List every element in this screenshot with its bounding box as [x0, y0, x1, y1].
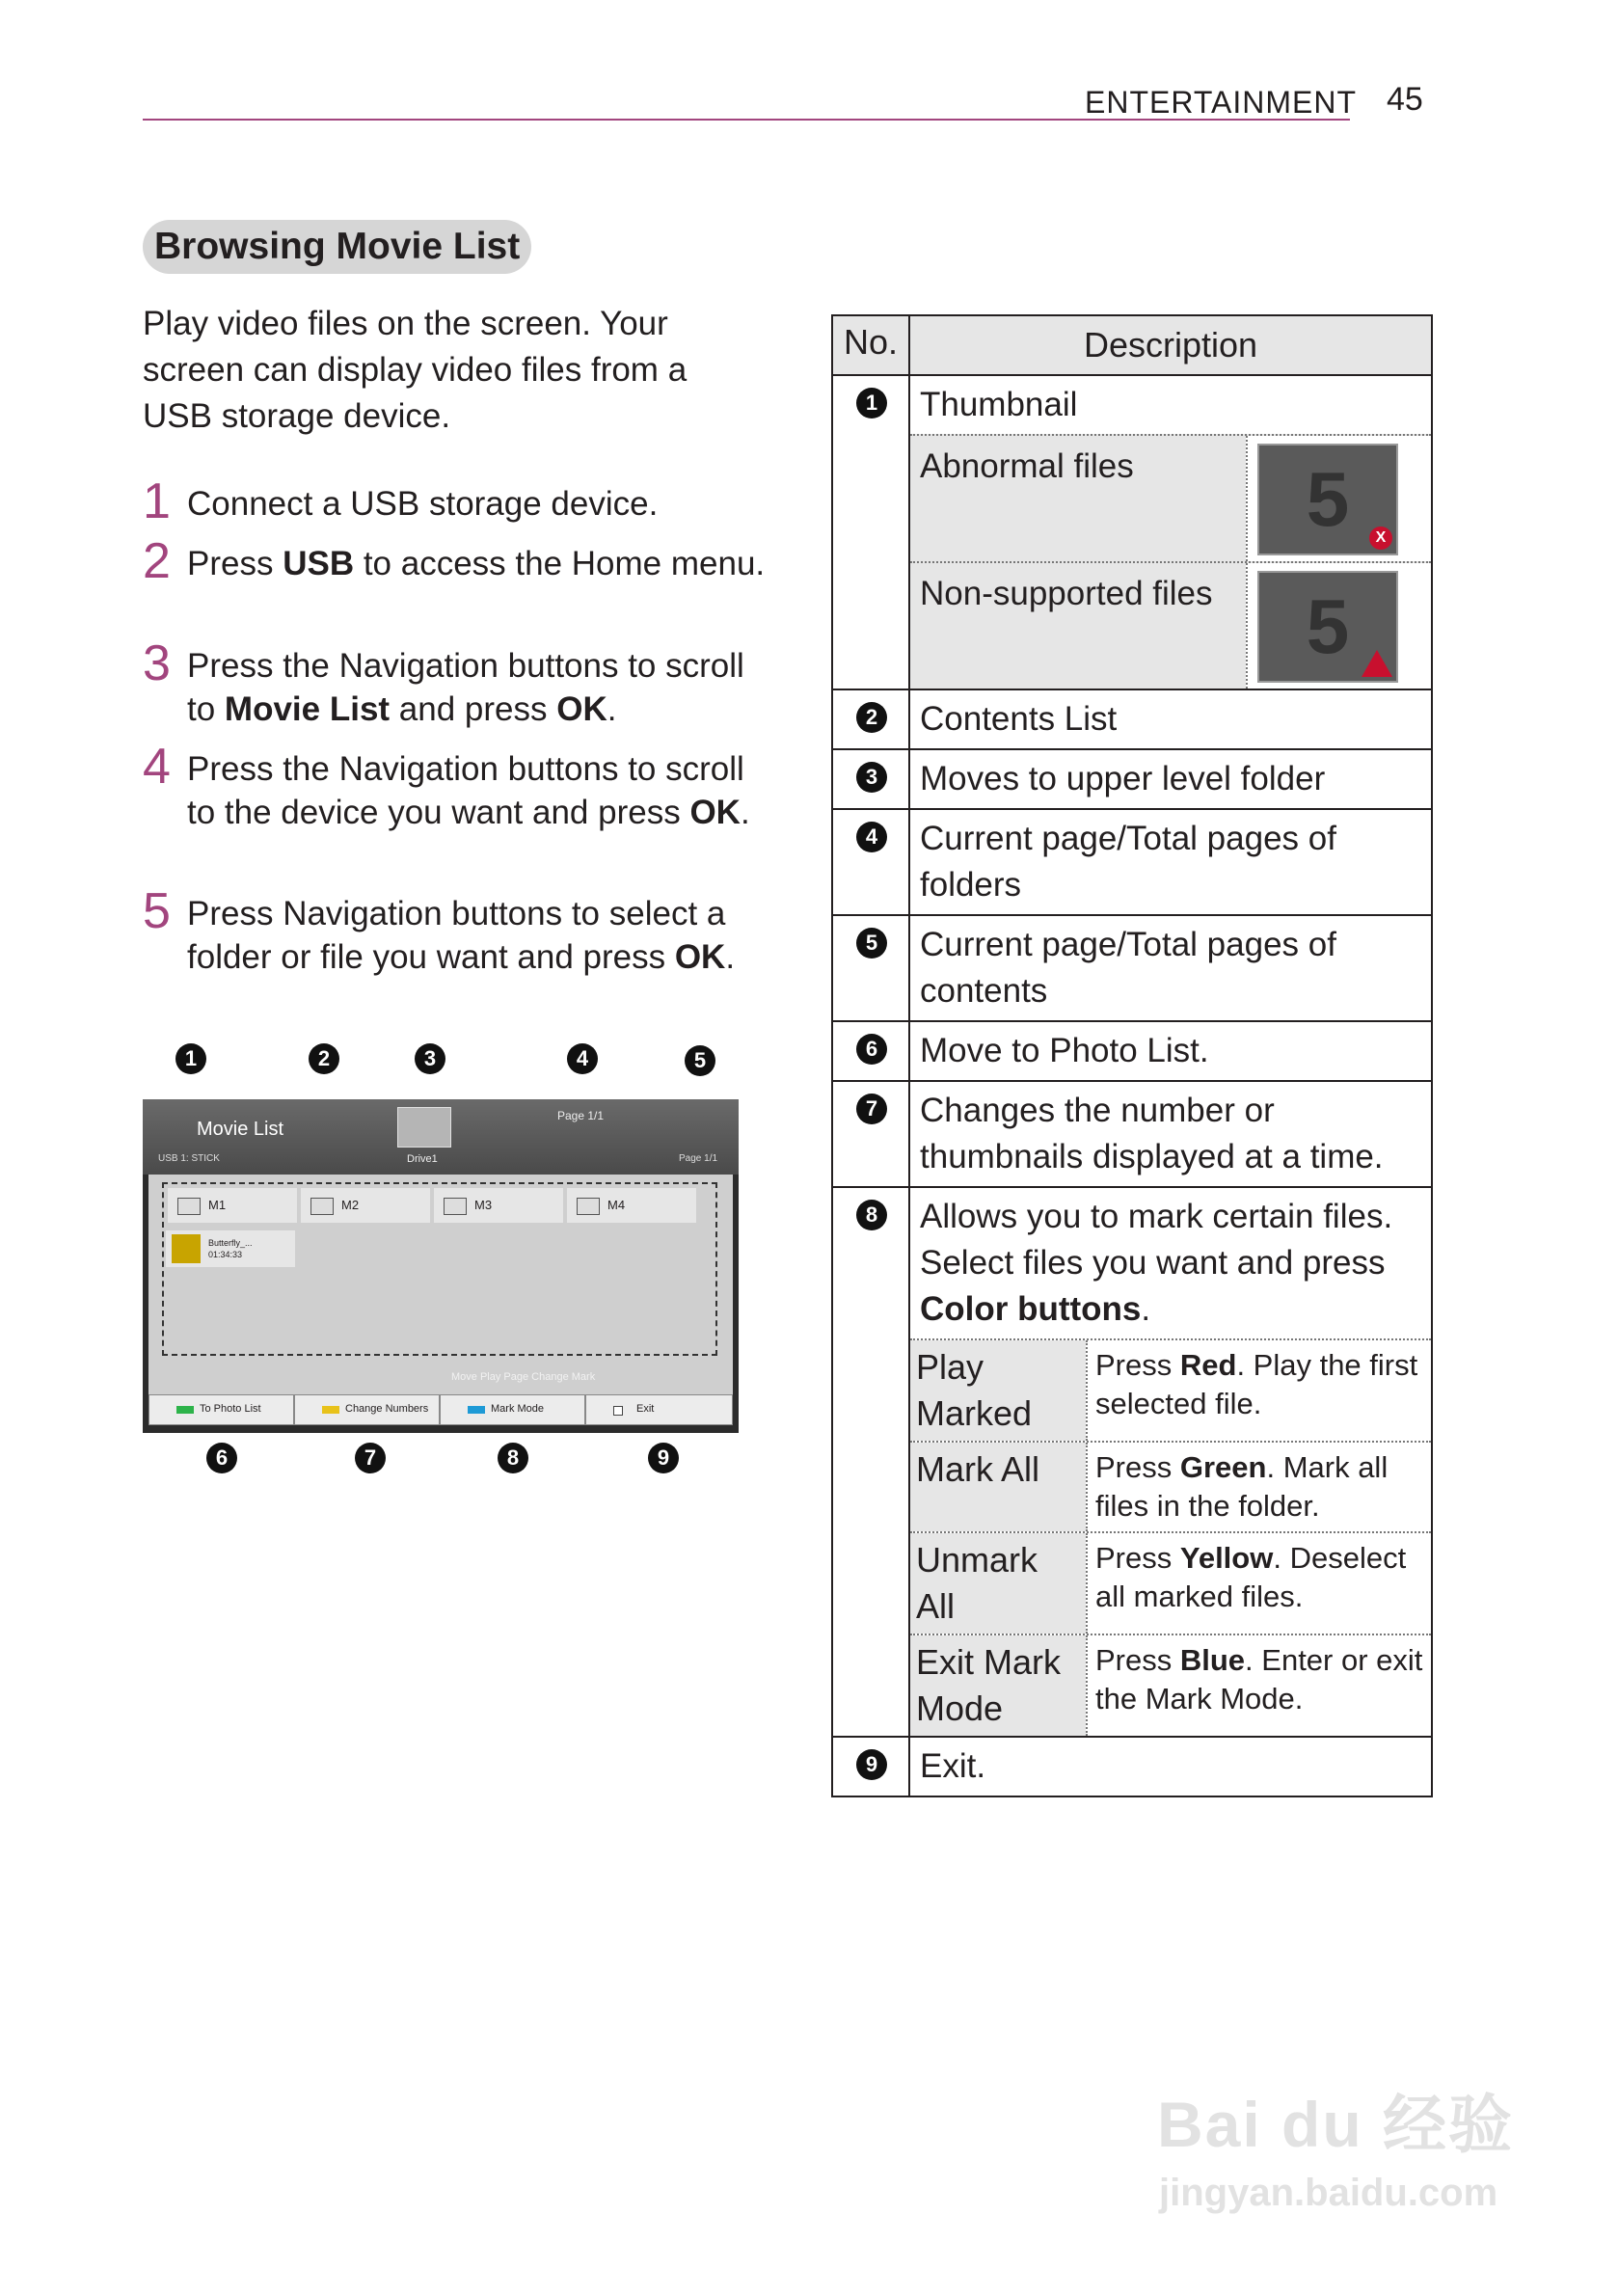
screen-title: Movie List — [197, 1119, 284, 1140]
mark-option-label: Play Marked — [910, 1340, 1086, 1441]
file-item[interactable] — [166, 1230, 295, 1267]
folder-item[interactable]: M1 — [168, 1188, 297, 1223]
step-number: 2 — [143, 533, 171, 589]
non-supported-thumbnail — [1246, 563, 1431, 689]
callout-8: 8 — [498, 1443, 528, 1473]
watermark-url: jingyan.baidu.com — [1159, 2172, 1498, 2214]
folder-item[interactable]: M3 — [434, 1188, 563, 1223]
intro-paragraph: Play video files on the screen. Your screen can display video files from a USB storage device. — [143, 305, 688, 435]
folder-item[interactable]: M2 — [301, 1188, 430, 1223]
row-description: Move to Photo List. — [920, 1032, 1209, 1069]
row-number — [833, 1188, 910, 1736]
step-number: 3 — [143, 635, 171, 691]
row-number — [833, 690, 910, 748]
mark-option-description: Press Red. Play the first selected file. — [1086, 1340, 1431, 1441]
movie-list-screen — [143, 1099, 739, 1433]
step-number: 5 — [143, 883, 171, 939]
step-text: Press the Navigation buttons to scroll to Movie List and press OK. — [187, 647, 744, 728]
file-duration: 01:34:33 — [208, 1250, 243, 1259]
screen-top-bar — [143, 1099, 739, 1175]
row-description: Contents List — [920, 700, 1118, 738]
section-title: Browsing Movie List — [143, 220, 531, 274]
film-icon: 5 — [1257, 571, 1398, 683]
exit-button[interactable]: Exit — [585, 1394, 733, 1425]
table-row — [833, 750, 1431, 810]
folder-icon — [577, 1198, 600, 1215]
sub-label: Non-supported files — [920, 575, 1213, 612]
header-description: Description — [910, 316, 1431, 374]
row-description: Thumbnail — [920, 386, 1078, 423]
mark-option-row — [910, 1531, 1431, 1634]
number-badge: 2 — [856, 702, 887, 733]
mark-option-description: Press Yellow. Deselect all marked files. — [1086, 1533, 1431, 1634]
callout-3: 3 — [415, 1043, 445, 1074]
button-bar — [148, 1394, 733, 1425]
number-badge: 3 — [856, 762, 887, 793]
mark-option-label: Unmark All — [910, 1533, 1086, 1634]
warning-icon — [1362, 650, 1392, 677]
number-badge: 4 — [856, 822, 887, 852]
callout-7: 7 — [355, 1443, 386, 1473]
mark-option-row — [910, 1634, 1431, 1736]
row-description: Current page/Total pages of folders — [920, 820, 1336, 904]
number-badge: 8 — [856, 1200, 887, 1230]
table-row — [833, 916, 1431, 1022]
header-rule — [143, 119, 1350, 121]
row-description: Moves to upper level folder — [920, 760, 1326, 797]
mark-option-row — [910, 1441, 1431, 1531]
callout-1: 1 — [175, 1043, 206, 1074]
row-description: Exit. — [920, 1747, 986, 1785]
mark-option-row — [910, 1338, 1431, 1441]
number-badge: 1 — [856, 388, 887, 419]
step-text: Press the Navigation buttons to scroll to the device you want and press OK. — [187, 750, 750, 831]
mark-mode-button[interactable]: Mark Mode — [440, 1394, 585, 1425]
callout-9: 9 — [648, 1443, 679, 1473]
mark-option-description: Press Green. Mark all files in the folder. — [1086, 1443, 1431, 1531]
section-header: ENTERTAINMENT — [1085, 85, 1358, 120]
row-number — [833, 810, 910, 914]
folder-item[interactable]: M4 — [567, 1188, 696, 1223]
table-header — [833, 316, 1431, 376]
description-table — [831, 314, 1433, 1797]
abnormal-thumbnail — [1246, 436, 1431, 561]
to-photo-list-button[interactable]: To Photo List — [148, 1394, 294, 1425]
callout-5: 5 — [685, 1045, 715, 1076]
table-row — [833, 1082, 1431, 1188]
exit-key-icon — [613, 1406, 623, 1416]
sub-label: Abnormal files — [920, 447, 1134, 485]
mark-option-label: Mark All — [910, 1443, 1086, 1531]
number-badge: 9 — [856, 1749, 887, 1780]
number-badge: 6 — [856, 1034, 887, 1065]
content-page-indicator: Page 1/1 — [679, 1153, 718, 1164]
table-row — [833, 1738, 1431, 1797]
folder-page-indicator: Page 1/1 — [557, 1109, 605, 1122]
row-number — [833, 1082, 910, 1186]
step-text: Press USB to access the Home menu. — [187, 545, 766, 582]
step-number: 4 — [143, 739, 171, 795]
number-badge: 5 — [856, 928, 887, 959]
mark-option-description: Press Blue. Enter or exit the Mark Mode. — [1086, 1635, 1431, 1736]
blue-key-icon — [468, 1406, 485, 1414]
folder-icon — [177, 1198, 201, 1215]
mark-option-label: Exit Mark Mode — [910, 1635, 1086, 1736]
table-row — [833, 376, 1431, 690]
callout-4: 4 — [567, 1043, 598, 1074]
folder-up-icon[interactable] — [397, 1107, 451, 1148]
row-number — [833, 1022, 910, 1080]
callout-6: 6 — [206, 1443, 237, 1473]
help-bar: Move Play Page Change Mark — [451, 1371, 596, 1383]
table-row — [833, 1188, 1431, 1738]
folder-icon — [444, 1198, 467, 1215]
step-text: Press Navigation buttons to select a folder or file you want and press OK. — [187, 895, 736, 976]
row-description: Allows you to mark certain files. Select files you want and press Color buttons. — [920, 1198, 1393, 1328]
row-description: Changes the number or thumbnails displayed at a time. — [920, 1092, 1384, 1175]
non-supported-files-row — [910, 561, 1431, 689]
row-number — [833, 750, 910, 808]
page-number: 45 — [1387, 81, 1423, 118]
film-icon: 5 X — [1257, 444, 1398, 555]
step-text: Connect a USB storage device. — [187, 485, 659, 523]
table-row — [833, 1022, 1431, 1082]
file-name: Butterfly_... — [208, 1238, 253, 1248]
error-icon: X — [1369, 527, 1392, 550]
number-badge: 7 — [856, 1094, 887, 1124]
row-description: Current page/Total pages of contents — [920, 926, 1336, 1010]
watermark-logo: Bai du 经验 — [1157, 2089, 1515, 2160]
row-number — [833, 1738, 910, 1796]
change-numbers-button[interactable]: Change Numbers — [294, 1394, 440, 1425]
usb-label: USB 1: STICK — [158, 1153, 220, 1164]
drive-label: Drive1 — [407, 1153, 438, 1165]
row-number — [833, 916, 910, 1020]
thumbnail — [172, 1234, 201, 1263]
header-no: No. — [833, 316, 910, 374]
step-number: 1 — [143, 473, 171, 529]
abnormal-files-row — [910, 434, 1431, 561]
callout-2: 2 — [309, 1043, 339, 1074]
folder-icon — [310, 1198, 334, 1215]
yellow-key-icon — [322, 1406, 339, 1414]
table-row — [833, 810, 1431, 916]
green-key-icon — [176, 1406, 194, 1414]
row-number — [833, 376, 910, 689]
table-row — [833, 690, 1431, 750]
